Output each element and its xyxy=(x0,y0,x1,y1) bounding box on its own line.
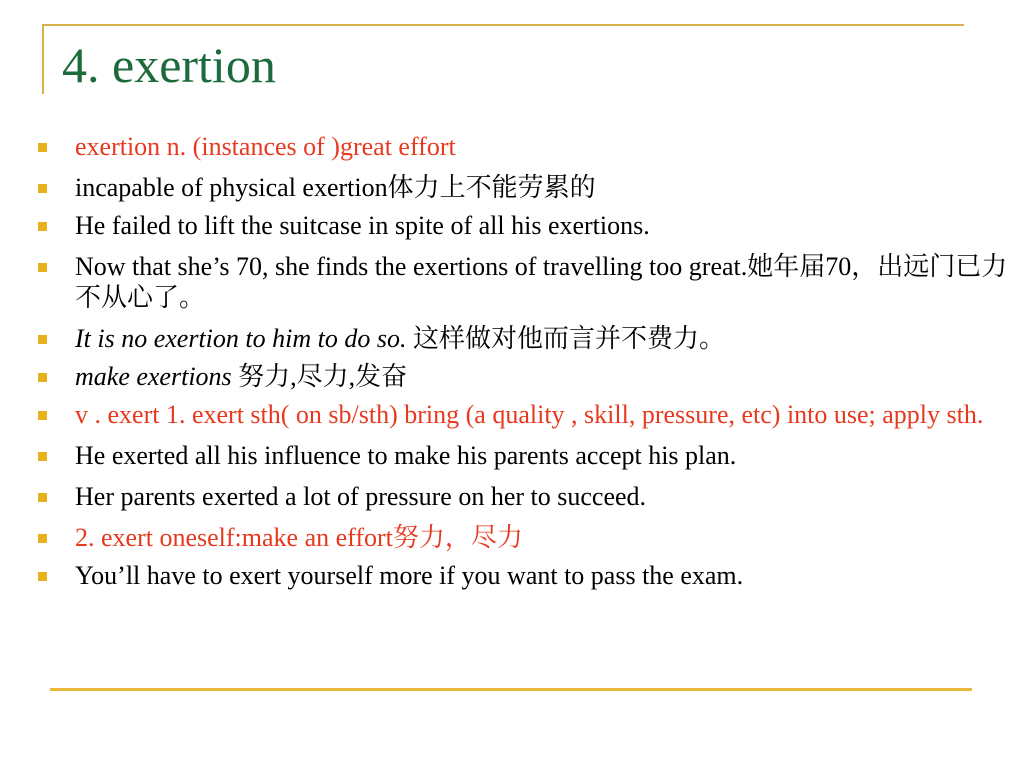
list-item-definition xyxy=(38,131,1008,162)
bullet-list xyxy=(38,131,1008,601)
bullet-icon xyxy=(38,222,47,231)
bullet-icon xyxy=(38,373,47,382)
bullet-icon xyxy=(38,184,47,193)
bullet-icon xyxy=(38,452,47,461)
list-item-example xyxy=(38,323,1008,354)
bullet-icon xyxy=(38,572,47,581)
list-item-text: 努力,尽力,发奋 xyxy=(231,362,408,391)
list-item-text: exertion n. (instances of )great effort xyxy=(75,132,456,161)
list-item-phrase xyxy=(38,361,1008,392)
list-item-text: He exerted all his influence to make his parents accept his plan. xyxy=(75,441,737,470)
slide-title: 4. exertion xyxy=(62,37,276,93)
list-item-italic-text: make exertions xyxy=(75,362,232,391)
list-item-text: Now that she’s 70, she finds the exertions of travelling too great.她年届70，出远门已力不从心了。 xyxy=(75,252,1008,312)
bullet-icon xyxy=(38,335,47,344)
bullet-icon xyxy=(38,143,47,152)
list-item-example xyxy=(38,440,1008,471)
bullet-icon xyxy=(38,411,47,420)
list-item-example xyxy=(38,481,1008,512)
list-item-text: 这样做对他而言并不费力。 xyxy=(406,324,725,353)
bullet-icon xyxy=(38,263,47,272)
list-item-italic-text: It is no exertion to him to do so. xyxy=(75,324,407,353)
frame-top-line xyxy=(42,24,964,26)
list-item-definition xyxy=(38,399,1008,430)
list-item-example xyxy=(38,210,1008,241)
bullet-icon xyxy=(38,534,47,543)
list-item-example xyxy=(38,560,1008,591)
list-item-example xyxy=(38,251,1008,313)
list-item-text: Her parents exerted a lot of pressure on her to succeed. xyxy=(75,482,647,511)
list-item-text: He failed to lift the suitcase in spite of all his exertions. xyxy=(75,211,650,240)
list-item-definition xyxy=(38,522,1008,553)
list-item-text: v . exert 1. exert sth( on sb/sth) bring (a quality , skill, pressure, etc) into use; apply sth. xyxy=(75,400,984,429)
list-item-text: incapable of physical exertion体力上不能劳累的 xyxy=(75,173,596,202)
bottom-rule xyxy=(50,688,972,691)
list-item-text: You’ll have to exert yourself more if you want to pass the exam. xyxy=(75,561,744,590)
frame-left-line xyxy=(42,24,44,94)
list-item-text: 2. exert oneself:make an effort努力，尽力 xyxy=(75,523,523,552)
list-item-phrase xyxy=(38,172,1008,203)
bullet-icon xyxy=(38,493,47,502)
